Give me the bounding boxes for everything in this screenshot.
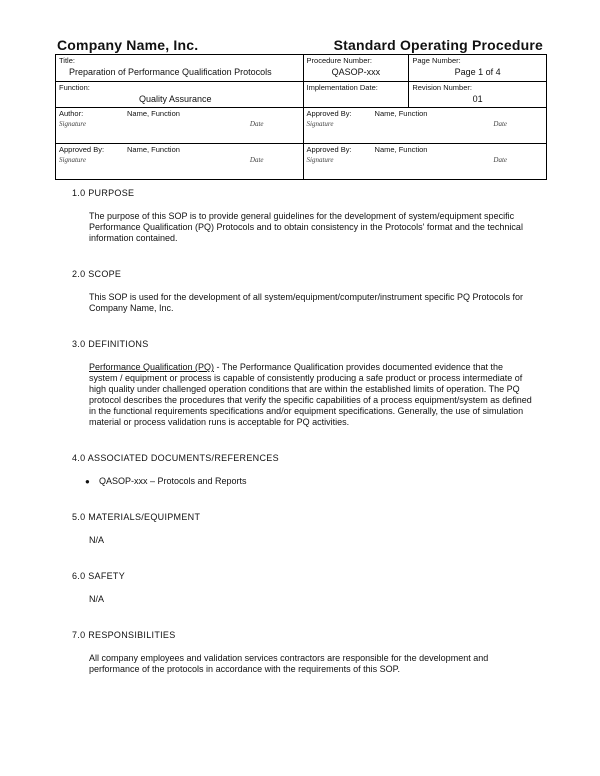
approver-2-signature: Signature — [59, 156, 86, 164]
bullet-icon: ● — [85, 477, 90, 486]
revision-number-label: Revision Number: — [412, 83, 472, 92]
revision-number-value: 01 — [472, 94, 483, 104]
section-purpose-title: 1.0 PURPOSE — [72, 188, 135, 198]
author-date: Date — [249, 120, 264, 128]
approver-1-signature: Signature — [306, 120, 334, 128]
section-definitions-title: 3.0 DEFINITIONS — [72, 339, 149, 349]
approver-2-cell — [56, 144, 304, 180]
approver-2-label: Approved By: — [59, 145, 105, 154]
approver-3-label: Approved By: — [306, 145, 352, 154]
reference-item-text: QASOP-xxx – Protocols and Reports — [99, 476, 247, 486]
section-materials-title: 5.0 MATERIALS/EQUIPMENT — [72, 512, 201, 522]
approver-3-signature: Signature — [306, 156, 334, 164]
section-purpose-body: The purpose of this SOP is to provide general guidelines for the development of system/equipment specific Performance Qualification (PQ) Protocols and to obtain consistency in the Protocols' format and the technical information contained. — [89, 211, 523, 243]
author-label: Author: — [59, 109, 84, 118]
procedure-number-value: QASOP-xxx — [331, 67, 381, 77]
approver-1-date: Date — [493, 120, 507, 128]
page-number-label: Page Number: — [412, 56, 461, 65]
sop-metadata-table — [55, 54, 547, 180]
procedure-number-label: Procedure Number: — [306, 56, 372, 65]
approver-2-name-function: Name, Function — [127, 145, 180, 154]
author-name-function: Name, Function — [127, 109, 180, 118]
section-definitions-body — [89, 362, 532, 428]
procedure-number-cell — [303, 55, 409, 82]
approver-3-date: Date — [493, 156, 507, 164]
approver-2-date: Date — [249, 156, 264, 164]
function-value: Quality Assurance — [139, 94, 212, 104]
section-safety-body: N/A — [89, 594, 105, 604]
implementation-date-label: Implementation Date: — [306, 83, 378, 92]
company-name: Company Name, Inc. — [57, 37, 199, 53]
definition-term: Performance Qualification (PQ) — [89, 362, 215, 372]
function-label: Function: — [59, 83, 90, 92]
implementation-date-cell — [303, 82, 409, 108]
function-cell — [56, 82, 304, 108]
section-scope-body: This SOP is used for the development of all system/equipment/computer/instrument specific PQ Protocols for Company Name, Inc. — [89, 292, 524, 313]
author-cell — [56, 108, 304, 144]
definition-text: - The Performance Qualification provides documented evidence that the system / equipment or process is capable of consistently producing a safe product or process intermediate of high quality under challenged operation conditions that are within the established limits of operation. The PQ protocol describes the procedures that verify the specific capabilities of a process equipment/system as defined in the functional requirements specifications and/or equipment specifications. Generally, the use of simulation material or process validation runs is acceptable for PQ activities. — [89, 362, 532, 427]
sop-body — [72, 188, 532, 675]
section-responsibilities-title: 7.0 RESPONSIBILITIES — [72, 630, 176, 640]
section-references-title: 4.0 ASSOCIATED DOCUMENTS/REFERENCES — [72, 453, 279, 463]
page-number-cell — [409, 55, 547, 82]
approver-1-label: Approved By: — [306, 109, 352, 118]
section-responsibilities-body: All company employees and validation services contractors are responsible for the development and performance of the protocols in accordance with the requirements of this SOP. — [89, 653, 489, 674]
approver-1-cell — [303, 108, 546, 144]
section-safety-title: 6.0 SAFETY — [72, 571, 126, 581]
section-materials-body: N/A — [89, 535, 105, 545]
approver-3-name-function: Name, Function — [374, 145, 428, 154]
section-scope-title: 2.0 SCOPE — [72, 269, 122, 279]
page-number-value: Page 1 of 4 — [454, 67, 501, 77]
document-type: Standard Operating Procedure — [333, 37, 543, 53]
approver-1-name-function: Name, Function — [374, 109, 428, 118]
reference-list-item — [85, 476, 532, 487]
author-signature: Signature — [59, 120, 86, 128]
title-cell — [56, 55, 304, 82]
approver-3-cell — [303, 144, 546, 180]
title-value: Preparation of Performance Qualification Protocols — [69, 67, 272, 77]
title-label: Title: — [59, 56, 75, 65]
revision-number-cell — [409, 82, 547, 108]
document-header — [57, 37, 543, 53]
